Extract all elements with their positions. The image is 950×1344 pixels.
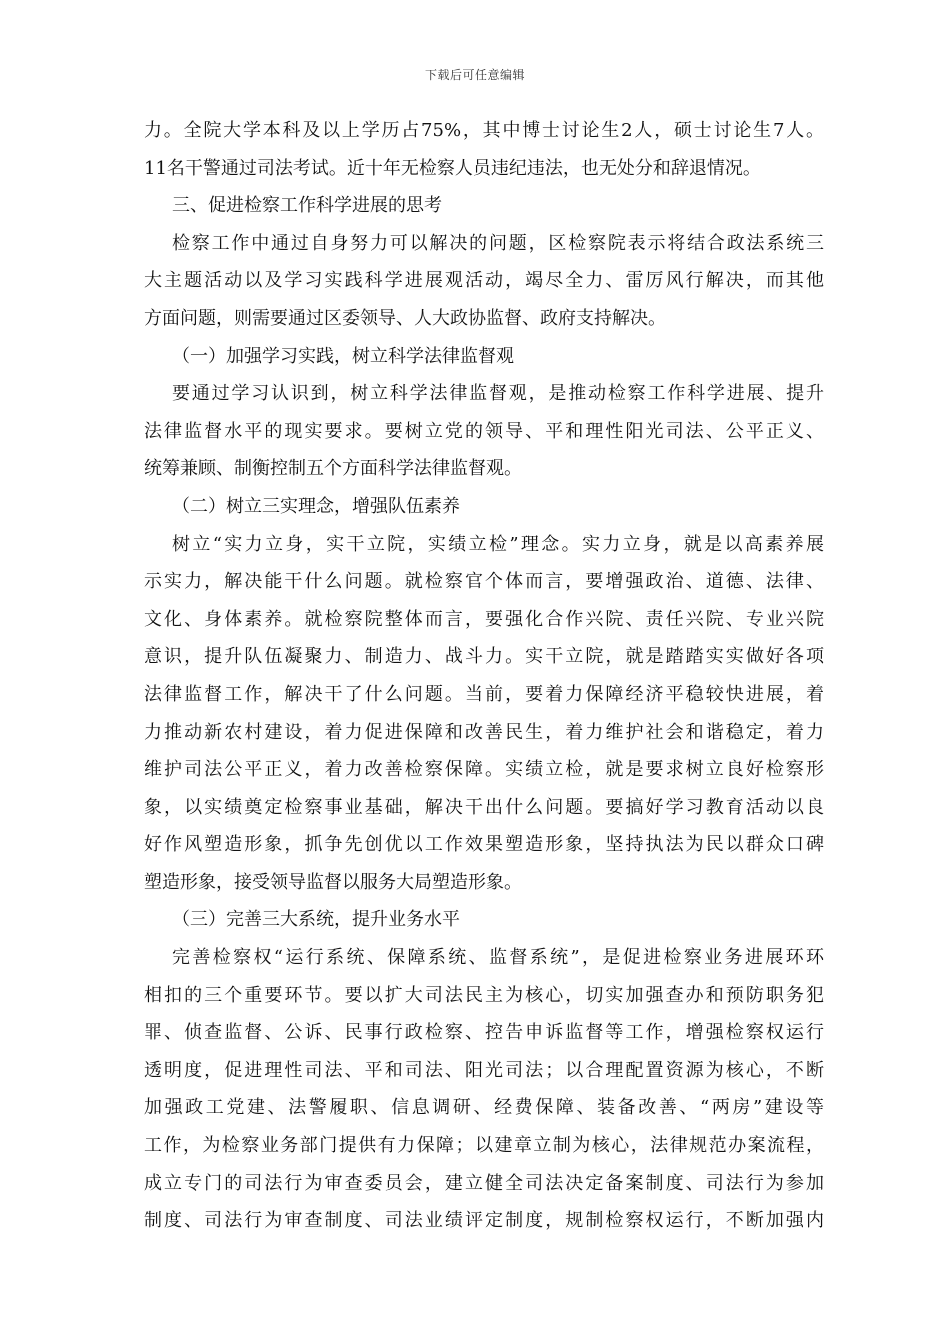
text-line: 意识，提升队伍凝聚力、制造力、战斗力。实干立院，就是踏踏实实做好各项 [144,646,824,668]
text-line: 制度、司法行为审查制度、司法业绩评定制度，规制检察权运行，不断加强内 [144,1210,824,1232]
text-line: 相扣的三个重要环节。要以扩大司法民主为核心，切实加强查办和预防职务犯 [144,984,824,1006]
text-line: 法律监督工作，解决干了什么问题。当前，要着力保障经济平稳较快进展，着 [144,683,824,705]
text-line: 好作风塑造形象，抓争先创优以工作效果塑造形象，坚持执法为民以群众口碑 [144,834,824,856]
text-line: 成立专门的司法行为审查委员会，建立健全司法决定备案制度、司法行为参加 [144,1172,824,1194]
text-line: 力推动新农村建设，着力促进保障和改善民生，着力维护社会和谐稳定，着力 [144,721,824,743]
text-line: 维护司法公平正义，着力改善检察保障。实绩立检，就是要求树立良好检察形 [144,759,824,781]
text-line: 力。全院大学本科及以上学历占75%，其中博士讨论生2人，硕士讨论生7人。 [144,120,824,141]
text-line: 示实力，解决能干什么问题。就检察官个体而言，要增强政治、道德、法律、 [144,571,824,593]
text-line: 方面问题，则需要通过区委领导、人大政协监督、政府支持解决。 [144,307,666,329]
text-line: 法律监督水平的现实要求。要树立党的领导、平和理性阳光司法、公平正义、 [144,420,824,442]
text-line: 完善检察权“运行系统、保障系统、监督系统”，是促进检察业务进展环环 [172,947,824,969]
text-line: 11名干警通过司法考试。近十年无检察人员违纪违法，也无处分和辞退情况。 [144,157,761,179]
text-line: 大主题活动以及学习实践科学进展观活动，竭尽全力、雷厉风行解决，而其他 [144,270,824,292]
subsection-heading: （二）树立三实理念，增强队伍素养 [172,495,460,517]
text-line: 工作，为检察业务部门提供有力保障；以建章立制为核心，法律规范办案流程， [144,1135,824,1157]
text-line: 要通过学习认识到，树立科学法律监督观，是推动检察工作科学进展、提升 [172,383,824,405]
text-line: 检察工作中通过自身努力可以解决的问题，区检察院表示将结合政法系统三 [172,232,824,254]
text-line: 统筹兼顾、制衡控制五个方面科学法律监督观。 [144,458,522,480]
text-line: 文化、身体素养。就检察院整体而言，要强化合作兴院、责任兴院、专业兴院 [144,608,824,630]
document-body [144,112,824,1240]
text-line: 塑造形象，接受领导监督以服务大局塑造形象。 [144,871,522,893]
section-heading: 三、促进检察工作科学进展的思考 [172,195,442,217]
page-header: 下载后可任意编辑 [424,68,525,82]
text-line: 加强政工党建、法警履职、信息调研、经费保障、装备改善、“两房”建设等 [144,1097,824,1119]
subsection-heading: （三）完善三大系统，提升业务水平 [172,909,460,931]
text-line: 罪、侦查监督、公诉、民事行政检察、控告申诉监督等工作，增强检察权运行 [144,1022,824,1044]
text-line: 象，以实绩奠定检察事业基础，解决干出什么问题。要搞好学习教育活动以良 [144,796,824,818]
text-line: 透明度，促进理性司法、平和司法、阳光司法；以合理配置资源为核心，不断 [144,1059,824,1081]
subsection-heading: （一）加强学习实践，树立科学法律监督观 [172,345,514,367]
text-line: 树立“实力立身，实干立院，实绩立检”理念。实力立身，就是以高素养展 [172,533,824,555]
